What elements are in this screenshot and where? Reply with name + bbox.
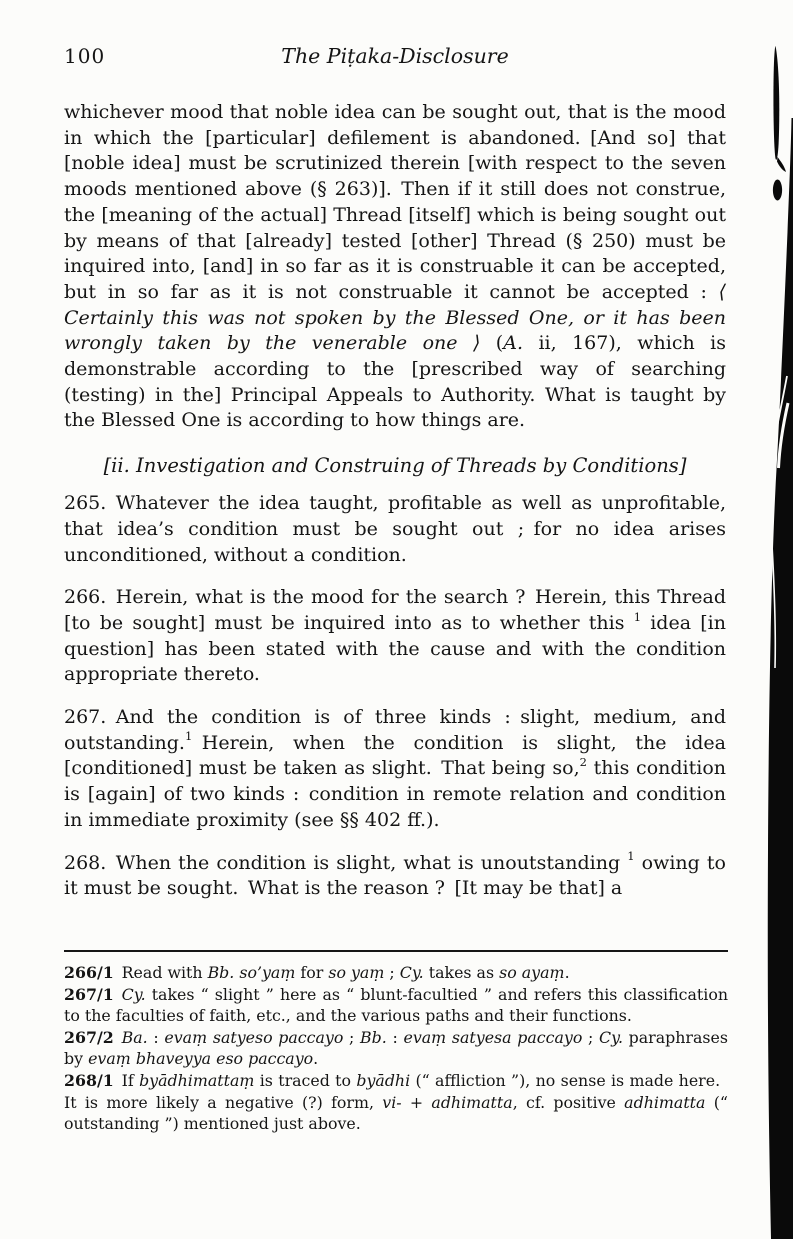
text-run: byādhimattaṃ	[139, 1070, 255, 1090]
text-run: (“ affliction ”), no sense is made here. It is more likely a negative (?) form,	[64, 1070, 728, 1112]
text-run: :	[147, 1027, 165, 1047]
text-run: .	[564, 963, 570, 982]
text-run: so yaṃ	[328, 963, 385, 982]
paragraph-265	[64, 491, 726, 568]
text-run: ;	[343, 1027, 361, 1047]
text-run: Herein, when the condition is slight, the idea [conditioned] must be taken as slight. That being so,	[64, 731, 726, 780]
text-run: vi-	[382, 1092, 402, 1112]
text-run: ;	[384, 963, 400, 982]
body-text	[64, 100, 726, 902]
text-run: Ba.	[121, 1027, 148, 1047]
footnote-267-1	[64, 984, 728, 1027]
text-run: Bb.	[360, 1027, 387, 1047]
binding-crease	[772, 545, 775, 668]
text-run: Cy.	[121, 984, 146, 1004]
section-heading	[64, 453, 726, 478]
binding-crease	[778, 376, 788, 425]
text-run: If	[121, 1070, 140, 1090]
binding-shadow-blob	[773, 180, 782, 201]
binding-shadow-hook	[777, 157, 786, 172]
paragraph-266	[64, 585, 726, 688]
footnote-267-2	[64, 1027, 728, 1070]
binding-shadow-sliver	[773, 46, 779, 160]
text-run: evaṃ bhaveyya eso paccayo	[88, 1049, 314, 1069]
text-run: adhimatta	[624, 1092, 706, 1112]
text-run: (“ outstanding ”) mentioned just above.	[64, 1092, 728, 1134]
footnote-reference-mark: 1	[184, 729, 193, 744]
text-run: [ii. Investigation and Construing of Threads by Conditions]	[103, 454, 687, 478]
text-run: .	[313, 1049, 319, 1069]
paragraph-268	[64, 851, 726, 902]
footnote-266-1	[64, 962, 728, 984]
text-run: adhimatta	[431, 1092, 513, 1112]
text-run: 267. And the condition is of three kinds : slight, medium, and outstanding.	[64, 706, 726, 754]
text-run: owing to it must be sought. What is the reason ? [It may be that] a	[64, 851, 726, 900]
text-run: byādhi	[356, 1070, 411, 1090]
text-run: is traced to	[254, 1070, 357, 1090]
footnote-reference-mark: 1	[627, 849, 635, 864]
paragraph-continuation	[64, 100, 726, 434]
text-run: so ayaṃ	[499, 963, 565, 982]
footnote-label: 268/1	[64, 1070, 114, 1090]
footnote-268-1	[64, 1070, 728, 1135]
text-block	[64, 44, 726, 919]
footnote-label: 267/2	[64, 1027, 114, 1047]
footnote-area	[64, 950, 728, 1135]
text-run: 268. When the condition is slight, what is unoutstanding	[64, 851, 628, 874]
text-run: Cy.	[599, 1027, 623, 1047]
text-run: this condition is [again] of two kinds : condition in remote relation and condition in immediate proximity (see §§ 402 ff.).	[64, 757, 726, 831]
text-run: ⟨ Certainly this was not spoken by the Blessed One, or it has been wrongly taken by the venerable one ⟩	[64, 280, 726, 355]
footnote-reference-mark: 2	[579, 755, 587, 770]
text-run: takes as	[423, 963, 500, 982]
text-run: evaṃ satyeso paccayo	[164, 1027, 344, 1047]
text-run: +	[401, 1092, 432, 1112]
footnote-reference-mark: 1	[633, 609, 642, 624]
footnote-list	[64, 962, 728, 1135]
footnote-label: 267/1	[64, 984, 114, 1004]
text-run: , cf. positive	[512, 1092, 625, 1112]
paragraph-267	[64, 705, 726, 834]
text-run: Cy.	[399, 963, 424, 982]
text-run: Bb. so’yaṃ	[207, 963, 296, 982]
text-run: 266. Herein, what is the mood for the search ? Herein, this Thread [to be sought] must be inquired into as to whether this	[64, 586, 726, 634]
text-run: evaṃ satyesa paccayo	[403, 1027, 583, 1047]
text-run: A.	[503, 332, 523, 355]
text-run: (	[480, 332, 504, 355]
text-run: Read with	[121, 963, 208, 982]
text-run: for	[295, 963, 329, 982]
text-run: :	[386, 1027, 404, 1047]
running-title: The Piṭaka-Disclosure	[281, 44, 509, 68]
binding-shadow-band	[768, 118, 793, 1239]
text-run: paraphrases by	[64, 1027, 728, 1069]
text-run: takes “ slight ” here as “ blunt-facultied ” and refers this classification to the faculties of faith, etc., and the various paths and their functions.	[64, 984, 728, 1026]
page-number: 100	[64, 44, 106, 68]
footnote-separator-rule	[64, 950, 728, 952]
text-run: idea [in question] has been stated with the cause and with the condition appropriate thereto.	[64, 611, 726, 686]
binding-crease	[779, 403, 789, 468]
text-run: ;	[582, 1027, 600, 1047]
page-header	[64, 44, 726, 72]
footnote-label: 266/1	[64, 963, 114, 982]
text-run: whichever mood that noble idea can be sought out, that is the mood in which the [particular] defilement is abandoned. [And so] that [noble idea] must be scrutinized therein [with respect to the seven moods mentioned above (§ 263)]. Then if it still does not construe, the [meaning of the actual] Thread [itself] which is being sought out by means of that [already] tested [other] Thread (§ 250) must be inquired into, [and] in so far as it is construable it can be accepted, but in so far as it is not construable it cannot be accepted :	[64, 101, 726, 303]
text-run: 265. Whatever the idea taught, profitable as well as unprofitable, that idea’s condition must be sought out ; for no idea arises unconditioned, without a condition.	[64, 492, 726, 566]
text-run: ii, 167), which is demonstrable according to the [prescribed way of searching (testing) in the] Principal Appeals to Authority. What is taught by the Blessed One is according to how things are.	[64, 332, 726, 432]
